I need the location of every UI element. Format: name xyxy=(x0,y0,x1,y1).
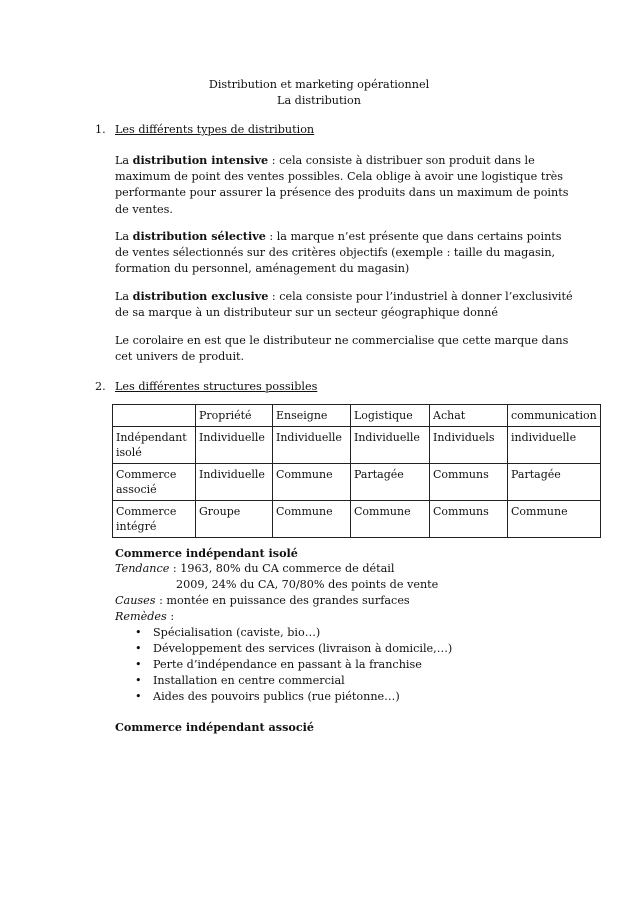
causes-label: Causes xyxy=(115,594,156,607)
paragraph-body: : la marque n’est présente que dans certains points de ventes sélectionnés sur des critères objectifs (exemple : taille du magasin, formation du personnel, aménagement du magasin) xyxy=(115,230,562,276)
tendance-label: Tendance xyxy=(115,562,170,575)
table-row xyxy=(113,427,601,464)
table-cell: individuelle xyxy=(508,427,601,464)
table-cell: Commerce intégré xyxy=(113,501,196,538)
paragraph-prefix: La xyxy=(115,154,133,167)
remedes-colon: : xyxy=(166,610,175,623)
paragraph-body: : cela consiste à distribuer son produit dans le maximum de point des ventes possibles. Cela oblige à avoir une logistique très performante pour assurer la présence des produits dans un maximum de points de ventes. xyxy=(115,154,569,216)
document-title: Distribution et marketing opérationnel xyxy=(208,78,430,91)
term-distribution-exclusive: distribution exclusive xyxy=(132,289,269,303)
bullet-icon: • xyxy=(135,642,142,655)
table-header-cell: Logistique xyxy=(351,405,430,427)
tendance-line xyxy=(115,561,394,577)
table-header-row xyxy=(113,405,601,427)
list-item-text: Installation en centre commercial xyxy=(153,674,345,687)
table-cell: Individuelle xyxy=(351,427,430,464)
list-item-text: Perte d’indépendance en passant à la franchise xyxy=(153,658,422,671)
tendance-line-2: 2009, 24% du CA, 70/80% des points de vente xyxy=(176,578,439,591)
paragraph-body: : cela consiste pour l’industriel à donner l’exclusivité de sa marque à un distributeur sur un secteur géographique donné xyxy=(115,290,573,320)
document-subtitle: La distribution xyxy=(277,94,361,107)
paragraph-prefix: La xyxy=(115,290,133,303)
causes-line xyxy=(115,593,410,609)
section-title: Les différents types de distribution xyxy=(115,123,315,136)
paragraph-corolaire: Le corolaire en est que le distributeur ne commercialise que cette marque dans cet univers de produit. xyxy=(115,334,569,364)
paragraph-distribution-exclusive xyxy=(115,288,575,321)
table-cell: Commerce associé xyxy=(113,464,196,501)
term-distribution-selective: distribution sélective xyxy=(132,229,266,243)
table-cell: Partagée xyxy=(508,464,601,501)
table-cell: Commune xyxy=(273,501,351,538)
list-item-text: Spécialisation (caviste, bio…) xyxy=(153,626,321,639)
table-cell: Partagée xyxy=(351,464,430,501)
list-item-text: Développement des services (livraison à domicile,…) xyxy=(153,642,453,655)
remedes-label: Remèdes xyxy=(115,610,167,623)
table-cell: Individuelle xyxy=(196,427,273,464)
table-header-cell: communication xyxy=(508,405,601,427)
subsection-heading-associe: Commerce indépendant associé xyxy=(115,720,315,734)
paragraph-distribution-selective xyxy=(115,228,575,278)
subsection-heading-isole: Commerce indépendant isolé xyxy=(115,546,298,560)
table-cell: Indépendant isolé xyxy=(113,427,196,464)
table-cell: Commune xyxy=(273,464,351,501)
table-cell: Individuelle xyxy=(196,464,273,501)
table-cell: Commune xyxy=(351,501,430,538)
table-cell: Groupe xyxy=(196,501,273,538)
structures-table xyxy=(112,404,601,538)
section-number: 2. xyxy=(95,380,106,393)
table-cell: Communs xyxy=(430,464,508,501)
table-cell: Communs xyxy=(430,501,508,538)
term-distribution-intensive: distribution intensive xyxy=(132,153,269,167)
bullet-icon: • xyxy=(135,626,142,639)
section-number: 1. xyxy=(95,123,106,136)
tendance-text: : 1963, 80% du CA commerce de détail xyxy=(169,562,395,575)
list-item-text: Aides des pouvoirs publics (rue piétonne…) xyxy=(153,690,400,703)
table-cell: Commune xyxy=(508,501,601,538)
section-title: Les différentes structures possibles xyxy=(115,380,318,393)
bullet-icon: • xyxy=(135,690,142,703)
table-row xyxy=(113,464,601,501)
bullet-icon: • xyxy=(135,674,142,687)
causes-text: : montée en puissance des grandes surfaces xyxy=(155,594,410,607)
table-header-cell: Propriété xyxy=(196,405,273,427)
table-cell: Individuels xyxy=(430,427,508,464)
remedes-line xyxy=(115,609,174,625)
table-header-cell: Enseigne xyxy=(273,405,351,427)
table-cell: Individuelle xyxy=(273,427,351,464)
table-row xyxy=(113,501,601,538)
paragraph-prefix: La xyxy=(115,230,133,243)
bullet-icon: • xyxy=(135,658,142,671)
paragraph-distribution-intensive xyxy=(115,152,575,218)
table-header-cell: Achat xyxy=(430,405,508,427)
table-header-cell xyxy=(113,405,196,427)
